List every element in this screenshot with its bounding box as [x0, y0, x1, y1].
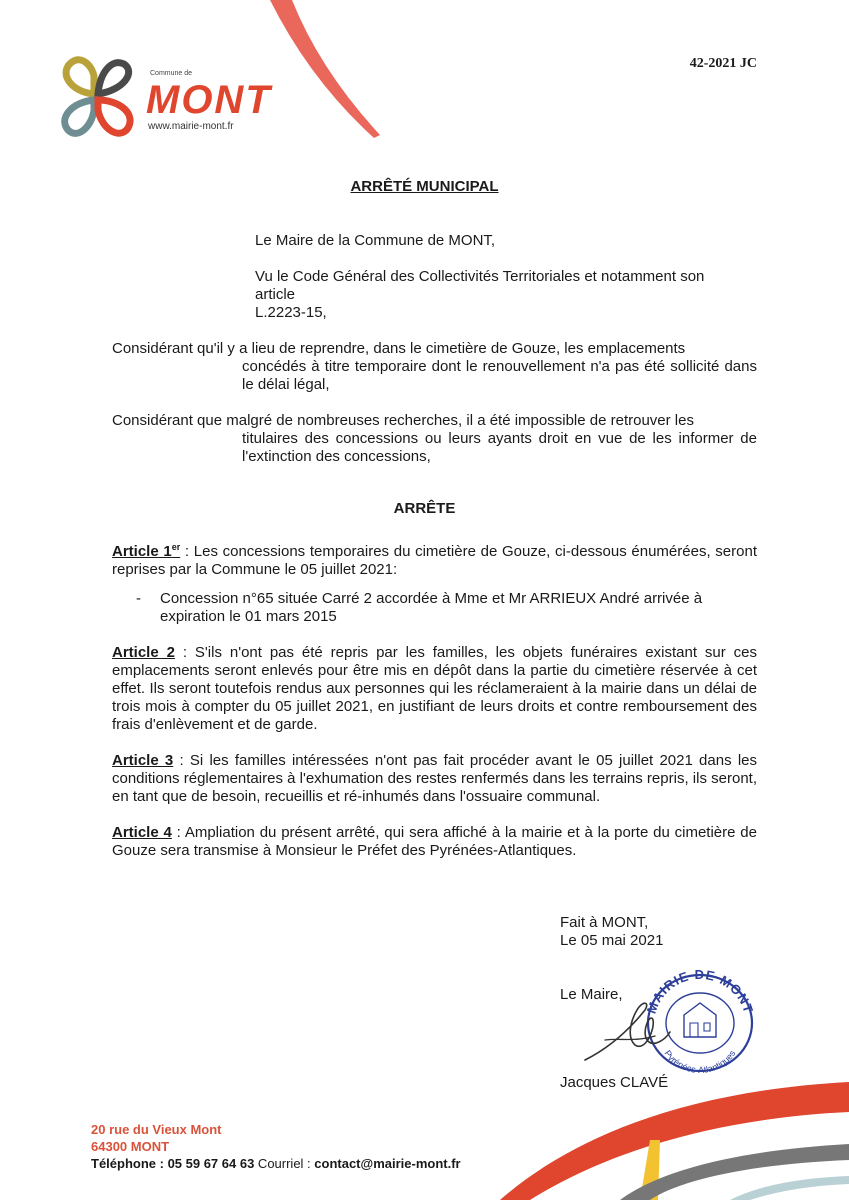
phone-number[interactable]: 05 59 67 64 63: [167, 1156, 255, 1171]
article-4: [112, 824, 757, 860]
email-label: Courriel :: [254, 1156, 315, 1171]
stamp-bottom-text: Pyrénées-Atlantiques: [662, 1048, 738, 1075]
vu-line-1: Vu le Code Général des Collectivités Territoriales et notamment son: [255, 268, 705, 285]
logo-commune-label: Commune de: [150, 70, 193, 77]
mayor-signature-icon: [575, 990, 685, 1070]
signoff-role: Le Maire,: [560, 986, 623, 1003]
article-2-text: : S'ils n'ont pas été repris par les familles, les objets funéraires existant sur ces emplacements seront enlevés pour être mis en dépôt dans la partie du cimetière réservée à cet effet. Ils seront toutefois rendus aux personnes qui les réclameraient à la mairie dans un délai de trois mois à compter du 05 juillet 2021, en justifiant de leurs droits et contre remboursement des frais d'enlèvement et de garde.: [112, 644, 757, 733]
list-dash: -: [136, 590, 141, 607]
article-2: [112, 644, 757, 734]
article-1-label: Article 1er: [112, 542, 181, 560]
stamp-top-text: MAIRIE DE MONT: [643, 966, 757, 1016]
article-3-text: : Si les familles intéressées n'ont pas fait procéder avant le 05 juillet 2021 dans les conditions réglementaires à l'exhumation des restes renfermés dans les terrains repris, ils seront, en tant que de besoin, recueillis et ré-inhumés dans l'ossuaire communal.: [112, 752, 757, 805]
footer-contact-line: [91, 1155, 461, 1172]
considerant-2-first-line: Considérant que malgré de nombreuses recherches, il a été impossible de retrouver les: [112, 412, 694, 429]
considerant-2-continuation: titulaires des concessions ou leurs ayants droit en vue de les informer de l'extinction des concessions,: [242, 430, 757, 465]
phone-label: Téléphone :: [91, 1156, 168, 1171]
signoff-name: Jacques CLAVÉ: [560, 1074, 669, 1091]
logo-url[interactable]: www.mairie-mont.fr: [148, 121, 234, 132]
email-link[interactable]: contact@mairie-mont.fr: [314, 1156, 461, 1171]
document-reference: 42-2021 JC: [689, 56, 757, 71]
article-4-text: : Ampliation du présent arrêté, qui sera affiché à la mairie et à la porte du cimetière de Gouze sera transmise à Monsieur le Préfet des Pyrénées-Atlantiques.: [112, 824, 757, 859]
article-3: [112, 752, 757, 806]
signoff-place: Fait à MONT,: [560, 914, 649, 931]
concession-text: Concession n°65 située Carré 2 accordée à Mme et Mr ARRIEUX André arrivée à expiration le 01 mars 2015: [160, 590, 703, 625]
document-title: ARRÊTÉ MUNICIPAL: [350, 178, 499, 195]
signoff-date: Le 05 mai 2021: [560, 932, 664, 949]
logo-wordmark: MONT: [146, 78, 272, 122]
considerant-1: [112, 340, 757, 394]
considerant-1-continuation: concédés à titre temporaire dont le renouvellement n'a pas été sollicité dans le délai légal,: [242, 358, 757, 393]
arrete-heading: ARRÊTE: [393, 500, 456, 517]
header-swoosh: [270, 0, 390, 140]
article-3-label: Article 3: [112, 752, 174, 769]
article-4-label: Article 4: [112, 824, 172, 841]
vu-line-3: L.2223-15,: [255, 304, 327, 321]
footer-swoosh: [500, 1060, 849, 1200]
considerant-2: [112, 412, 757, 466]
footer-address: [91, 1121, 461, 1172]
footer-street: 20 rue du Vieux Mont: [91, 1122, 222, 1137]
vu-line-2: article: [255, 286, 296, 303]
article-1: [112, 538, 757, 579]
clover-logo-icon: [50, 52, 142, 142]
article-1-text: : Les concessions temporaires du cimetière de Gouze, ci-dessous énumérées, seront reprises par la Commune le 05 juillet 2021:: [112, 543, 757, 578]
considerant-1-first-line: Considérant qu'il y a lieu de reprendre, dans le cimetière de Gouze, les emplacements: [112, 340, 686, 357]
article-2-label: Article 2: [112, 644, 175, 661]
concession-list-item: [136, 590, 756, 626]
mayor-line: Le Maire de la Commune de MONT,: [255, 232, 496, 249]
footer-city: 64300 MONT: [91, 1139, 170, 1154]
